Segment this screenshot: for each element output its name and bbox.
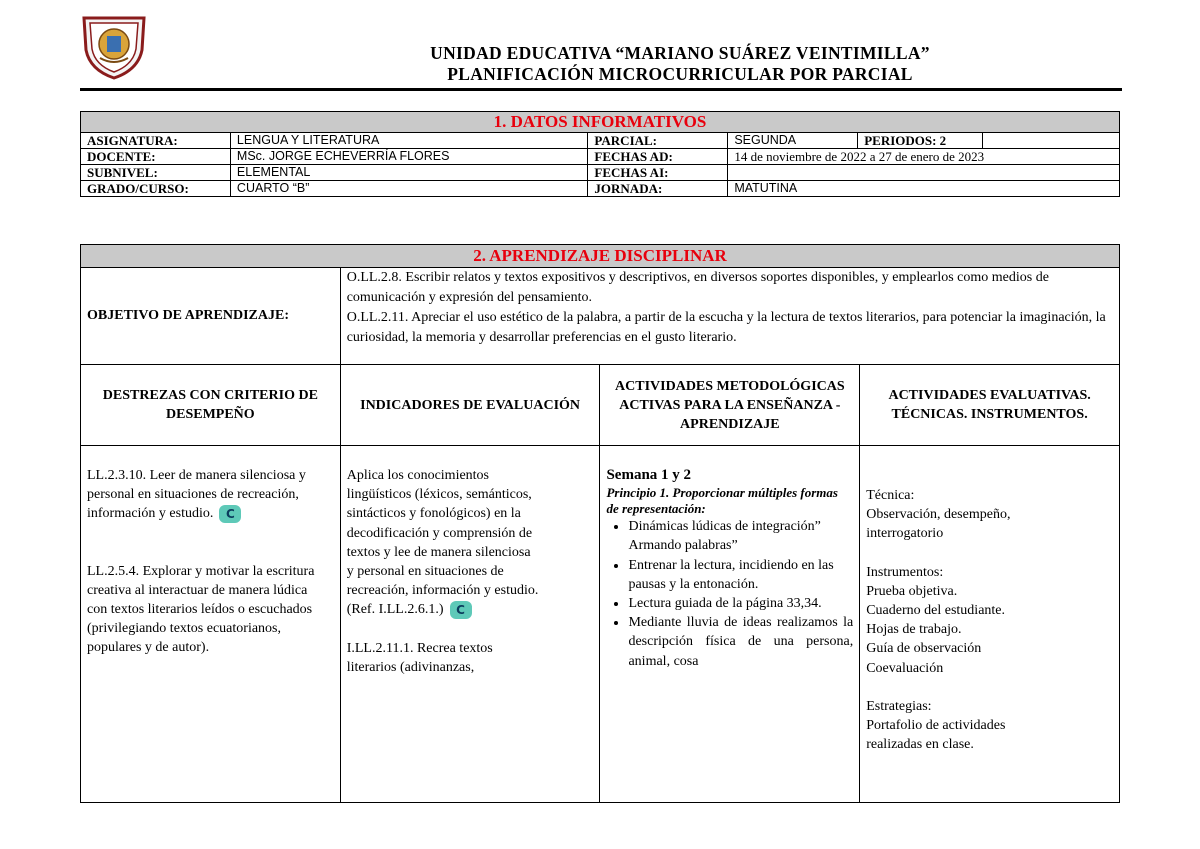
aprendizaje-disciplinar-table [80, 244, 1120, 803]
destrezas-cell [81, 446, 341, 803]
destreza-text-2: LL.2.5.4. Explorar y motivar la escritura creativa al interactuar de manera lúdica con textos literarios leídos o escuchados (privilegiando textos ecuatorianos, populares y de autor). [87, 563, 315, 656]
objetivo-text [340, 268, 1119, 365]
destreza-text-1: LL.2.3.10. Leer de manera silenciosa y personal en situaciones de recreación, información y estudio. [87, 468, 306, 522]
fechas-ai-label: FECHAS AI: [588, 165, 728, 181]
jornada-value: MATUTINA [728, 181, 1120, 197]
datos-informativos-table [80, 111, 1120, 197]
instrumento-item: Cuaderno del estudiante. [866, 603, 1006, 619]
tecnica-label: Técnica: [866, 488, 915, 503]
fechas-ad-label: FECHAS AD: [588, 149, 728, 165]
grado-label: GRADO/CURSO: [81, 181, 231, 197]
subnivel-label: SUBNIVEL: [81, 165, 231, 181]
objetivo-label: OBJETIVO DE APRENDIZAJE: [81, 268, 341, 365]
instrumento-item: Coevaluación [866, 660, 944, 676]
asignatura-value: LENGUA Y LITERATURA [230, 133, 588, 149]
estrategias-label: Estrategias: [866, 698, 932, 714]
docente-value: MSc. JORGE ECHEVERRÍA FLORES [230, 149, 588, 165]
estrategias-value: Portafolio de actividades realizadas en clase. [866, 718, 1006, 753]
col-header-destrezas: DESTREZAS CON CRITERIO DE DESEMPEÑO [81, 365, 341, 446]
school-name: UNIDAD EDUCATIVA “MARIANO SUÁREZ VEINTIMILLA” [430, 43, 930, 63]
indicador-item [347, 466, 540, 620]
objetivo-text-2: O.LL.2.11. Apreciar el uso estético de la palabra, a partir de la escucha y la lectura de textos literarios, para potenciar la imaginación, la curiosidad, la memoria y desarrollar preferencias en el gusto literario. [346, 310, 1106, 345]
periodos-label [858, 133, 1120, 149]
subnivel-value: ELEMENTAL [230, 165, 588, 181]
comment-badge-icon[interactable]: C [219, 505, 241, 523]
parcial-label: PARCIAL: [588, 133, 728, 149]
comment-badge-icon[interactable]: C [450, 601, 472, 619]
indicador-text-1: Aplica los conocimientos lingüísticos (léxicos, semánticos, sintácticos y fonológicos) en la decodificación y comprensión de textos y lee de manera silenciosa y personal en situaciones de recreación, información y estudio. (Ref. I.LL.2.6.1.) [346, 468, 539, 618]
actividad-item: • Entrenar la lectura, incidiendo en las pausas y la entonación. [628, 556, 853, 594]
fechas-ad-value: 14 de noviembre de 2022 a 27 de enero de 2023 [728, 149, 1120, 165]
actividades-list [606, 517, 853, 671]
principio-text: Principio 1. Proporcionar múltiples formas de representación: [606, 485, 838, 517]
indicadores-cell [340, 446, 600, 803]
docente-label: DOCENTE: [81, 149, 231, 165]
indicador-text-2: I.LL.2.11.1. Recrea textos literarios (adivinanzas, [346, 640, 493, 675]
col-header-evaluativas: ACTIVIDADES EVALUATIVAS. TÉCNICAS. INSTRUMENTOS. [860, 365, 1120, 446]
document-title: PLANIFICACIÓN MICROCURRICULAR POR PARCIAL [447, 64, 913, 84]
objetivo-text-1: O.LL.2.8. Escribir relatos y textos expositivos y descriptivos, en diversos soportes disponibles, y emplearlos como medios de comunicación y expresión del pensamiento. [346, 270, 1049, 305]
actividad-item: • Lectura guiada de la página 33,34. [628, 594, 853, 613]
header-divider [80, 88, 1122, 91]
asignatura-label: ASIGNATURA: [81, 133, 231, 149]
instrumento-item: Guía de observación [866, 641, 982, 657]
actividad-item: • Dinámicas lúdicas de integración” Armando palabras” [628, 517, 853, 555]
school-crest-logo [78, 14, 150, 80]
instrumento-item: Prueba objetiva. [866, 583, 958, 599]
instrumentos-label: Instrumentos: [866, 564, 944, 580]
evaluativas-cell [860, 446, 1120, 803]
parcial-value: SEGUNDA [728, 133, 858, 149]
grado-value: CUARTO “B” [230, 181, 588, 197]
semana-label: Semana 1 y 2 [606, 467, 692, 483]
tecnica-value: Observación, desempeño, interrogatorio [866, 507, 1011, 542]
actividad-item: • Mediante lluvia de ideas realizamos la descripción física de una persona, animal, cosa [628, 613, 853, 671]
instrumento-item: Hojas de trabajo. [866, 622, 962, 638]
periodos-text: PERIODOS: 2 [864, 133, 983, 148]
actividades-cell [600, 446, 860, 803]
destreza-item [87, 466, 326, 524]
col-header-indicadores: INDICADORES DE EVALUACIÓN [340, 365, 600, 446]
section2-title: 2. APRENDIZAJE DISCIPLINAR [81, 245, 1120, 268]
section1-title: 1. DATOS INFORMATIVOS [81, 112, 1120, 133]
col-header-actividades: ACTIVIDADES METODOLÓGICAS ACTIVAS PARA LA ENSEÑANZA - APRENDIZAJE [600, 365, 860, 446]
fechas-ai-value [728, 165, 1120, 181]
jornada-label: JORNADA: [588, 181, 728, 197]
